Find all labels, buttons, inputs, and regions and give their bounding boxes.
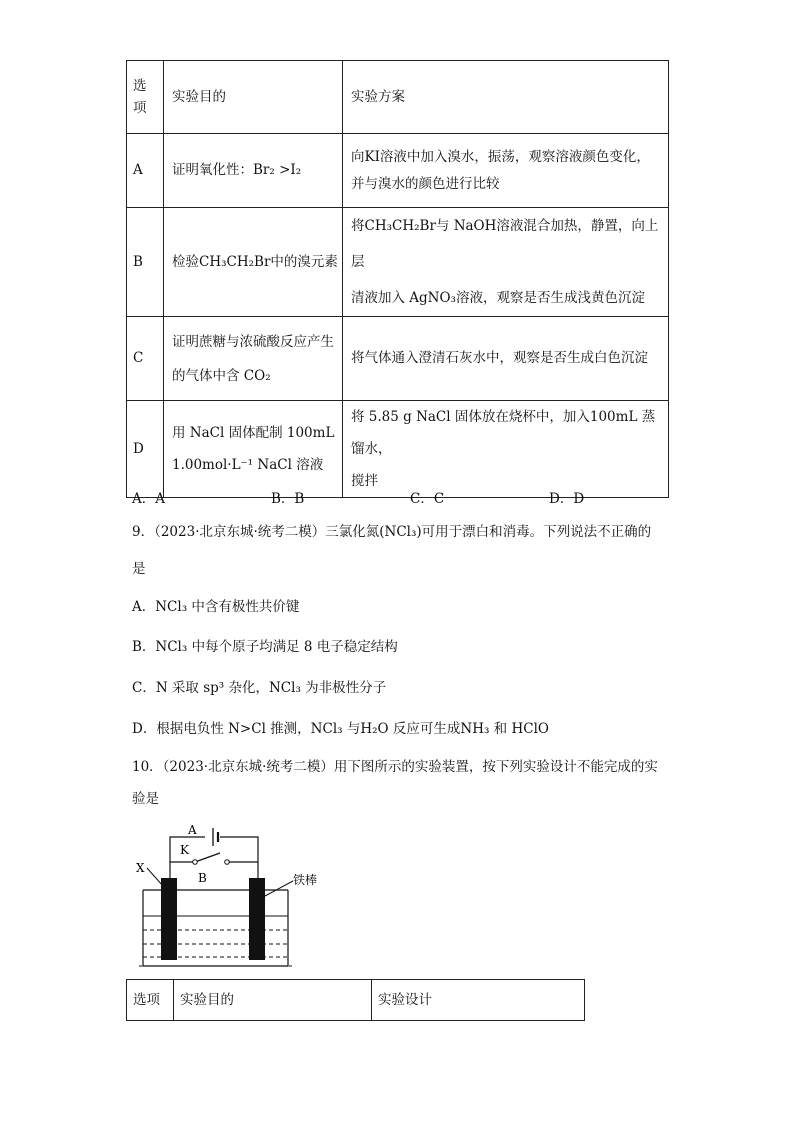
q9-option-a[interactable]: A．NCl₃ 中含有极性共价键 [132, 599, 300, 615]
label-a: A [188, 823, 197, 837]
header-purpose: 实验目的 [174, 980, 372, 1021]
switch-pivot [193, 860, 198, 865]
table-row [127, 134, 669, 208]
row-purpose: 检验CH₃CH₂Br中的溴元素 [164, 208, 343, 317]
option-d[interactable]: D．D [549, 491, 585, 507]
table-row [127, 401, 669, 498]
option-a[interactable]: A．A [132, 491, 165, 507]
electrolysis-apparatus-diagram [125, 820, 325, 972]
q8-options [132, 487, 652, 507]
row-purpose: 证明蔗糖与浓硫酸反应产生 的气体中含 CO₂ [164, 317, 343, 401]
row-option: B [127, 208, 164, 317]
label-x: X [136, 861, 145, 875]
experiment-design-table [126, 979, 585, 1021]
table-header-row [127, 61, 669, 134]
header-purpose: 实验目的 [164, 61, 343, 134]
header-plan: 实验方案 [343, 61, 669, 134]
row-purpose: 用 NaCl 固体配制 100mL 1.00mol·L⁻¹ NaCl 溶液 [164, 401, 343, 498]
table-header-row [127, 980, 585, 1021]
battery-symbol [213, 828, 218, 846]
iron-rod-leader [265, 881, 293, 896]
label-b: B [198, 871, 207, 885]
electrode-x [161, 878, 177, 960]
electrode-iron-rod [249, 878, 265, 960]
table-row [127, 208, 669, 317]
q9-option-c[interactable]: C．N 采取 sp³ 杂化，NCl₃ 为非极性分子 [132, 680, 387, 696]
row-plan: 向KI溶液中加入溴水，振荡，观察溶液颜色变化， 并与溴水的颜色进行比较 [343, 134, 669, 208]
header-option: 选 项 [127, 61, 164, 134]
row-option: A [127, 134, 164, 208]
header-option: 选项 [127, 980, 174, 1021]
label-iron-rod: 铁棒 [293, 873, 318, 887]
row-option: D [127, 401, 164, 498]
row-plan: 将CH₃CH₂Br与 NaOH溶液混合加热，静置，向上层 清液加入 AgNO₃溶液，观察是否生成浅黄色沉淀 [343, 208, 669, 317]
label-k: K [180, 843, 189, 857]
q9-option-d[interactable]: D．根据电负性 N>Cl 推测，NCl₃ 与H₂O 反应可生成NH₃ 和 HClO [132, 721, 549, 737]
switch-contact [225, 860, 230, 865]
row-option: C [127, 317, 164, 401]
table-row [127, 317, 669, 401]
experiment-table [126, 60, 669, 498]
q9-option-b[interactable]: B．NCl₃ 中每个原子均满足 8 电子稳定结构 [132, 639, 398, 655]
row-purpose: 证明氧化性：Br₂ >I₂ [164, 134, 343, 208]
q9-stem-line2: 是 [132, 561, 146, 577]
q9-stem-line1: 9．（2023·北京东城·统考二模）三氯化氮(NCl₃)可用于漂白和消毒。下列说法不正确的 [132, 524, 652, 540]
header-design: 实验设计 [372, 980, 585, 1021]
row-plan: 将气体通入澄清石灰水中，观察是否生成白色沉淀 [343, 317, 669, 401]
q10-stem-line2: 验是 [132, 791, 159, 807]
option-b[interactable]: B．B [271, 491, 305, 507]
row-plan: 将 5.85 g NaCl 固体放在烧杯中，加入100mL 蒸馏水， 搅拌 [343, 401, 669, 498]
label-x-leader [147, 868, 163, 886]
option-c[interactable]: C．C [410, 491, 445, 507]
q10-stem-line1: 10．（2023·北京东城·统考二模）用下图所示的实验装置，按下列实验设计不能完成的实 [132, 759, 658, 775]
